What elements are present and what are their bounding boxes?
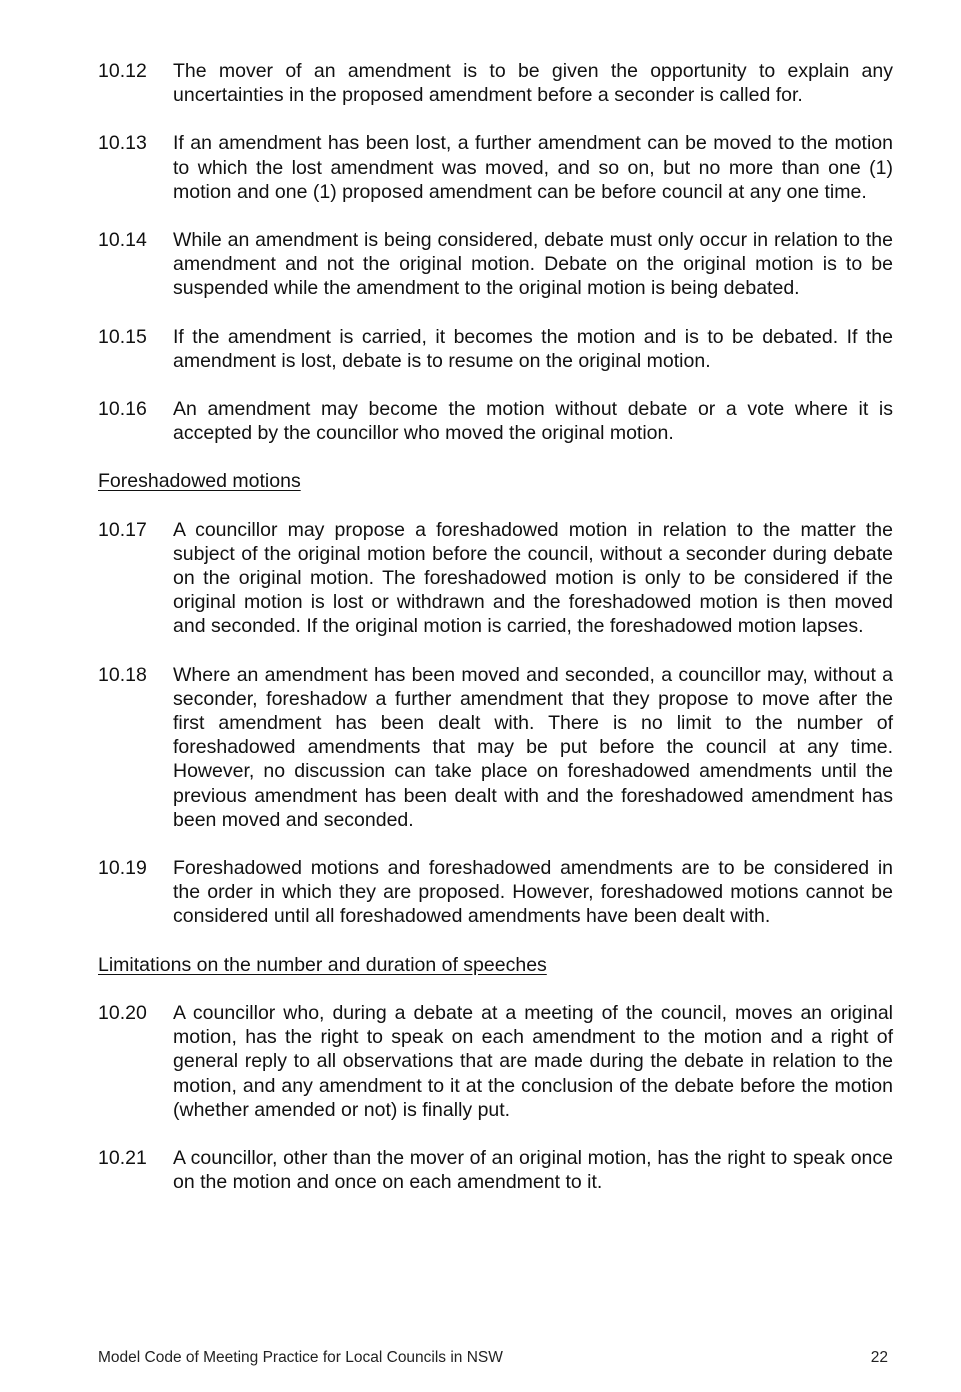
clause-number: 10.20 [98,1001,147,1024]
clause-10-16 [98,397,893,445]
clause-number: 10.12 [98,60,147,82]
section-heading-speech-limitations: Limitations on the number and duration of speeches [98,953,547,976]
clause-text: While an amendment is being considered, debate must only occur in relation to the amendment and not the original motion. Debate on the original motion is to be suspended while the amendment to the original motion is being debated. [173,229,893,300]
clause-10-20 [98,1001,893,1122]
footer-document-title: Model Code of Meeting Practice for Local Councils in NSW [98,1349,503,1366]
clause-text: A councillor who, during a debate at a meeting of the council, moves an original motion, has the right to speak on each amendment to the motion and a right of general reply to all observations that are made during the debate in relation to the motion, and any amendment to it at the conclusion of the debate before the motion (whether amended or not) is finally put. [173,1001,893,1121]
clause-10-14 [98,228,893,301]
clause-text: Foreshadowed motions and foreshadowed amendments are to be considered in the order in which they are proposed. However, foreshadowed motions cannot be considered until all foreshadowed amendments have been dealt with. [173,857,893,928]
clause-10-12 [98,59,893,107]
clause-text: An amendment may become the motion without debate or a vote where it is accepted by the councillor who moved the original motion. [173,398,893,445]
clause-10-13 [98,131,893,204]
clause-text: A councillor may propose a foreshadowed motion in relation to the matter the subject of the original motion before the council, without a seconder during debate on the original motion. The foreshadowed motion is only to be considered if the original motion is lost or withdrawn and the foreshadowed motion is then moved and seconded. If the original motion is carried, the foreshadowed motion lapses. [173,518,893,638]
clause-number: 10.15 [98,325,147,348]
clause-text: The mover of an amendment is to be given the opportunity to explain any uncertainties in the proposed amendment before a seconder is called for. [173,60,893,107]
clause-number: 10.19 [98,857,147,880]
clause-number: 10.14 [98,229,147,252]
clause-10-18 [98,663,893,832]
page-body [98,59,893,1218]
clause-10-17 [98,518,893,639]
clause-number: 10.16 [98,398,147,421]
clause-text: If an amendment has been lost, a further amendment can be moved to the motion to which the lost amendment was moved, and so on, but no more than one (1) motion and one (1) proposed amendment can be before council at any one time. [173,132,893,203]
clause-text: A councillor, other than the mover of an original motion, has the right to speak once on the motion and once on each amendment to it. [173,1146,893,1194]
clause-number: 10.21 [98,1146,147,1169]
clause-text: If the amendment is carried, it becomes the motion and is to be debated. If the amendment is lost, debate is to resume on the original motion. [173,325,893,372]
clause-text: Where an amendment has been moved and seconded, a councillor may, without a seconder, foreshadow a further amendment that they propose to move after the first amendment has been dealt with. There is no limit to the number of foreshadowed amendments that may be put before the council at any time. However, no discussion can take place on foreshadowed amendments until the previous amendment has been dealt with and the foreshadowed amendment has been moved and seconded. [173,663,893,831]
clause-10-21 [98,1146,893,1194]
footer-page-number: 22 [870,1349,888,1366]
clause-10-15 [98,325,893,373]
clause-10-19 [98,856,893,929]
section-heading-foreshadowed-motions: Foreshadowed motions [98,470,301,493]
clause-number: 10.13 [98,132,147,155]
clause-number: 10.18 [98,663,147,686]
clause-number: 10.17 [98,518,147,541]
